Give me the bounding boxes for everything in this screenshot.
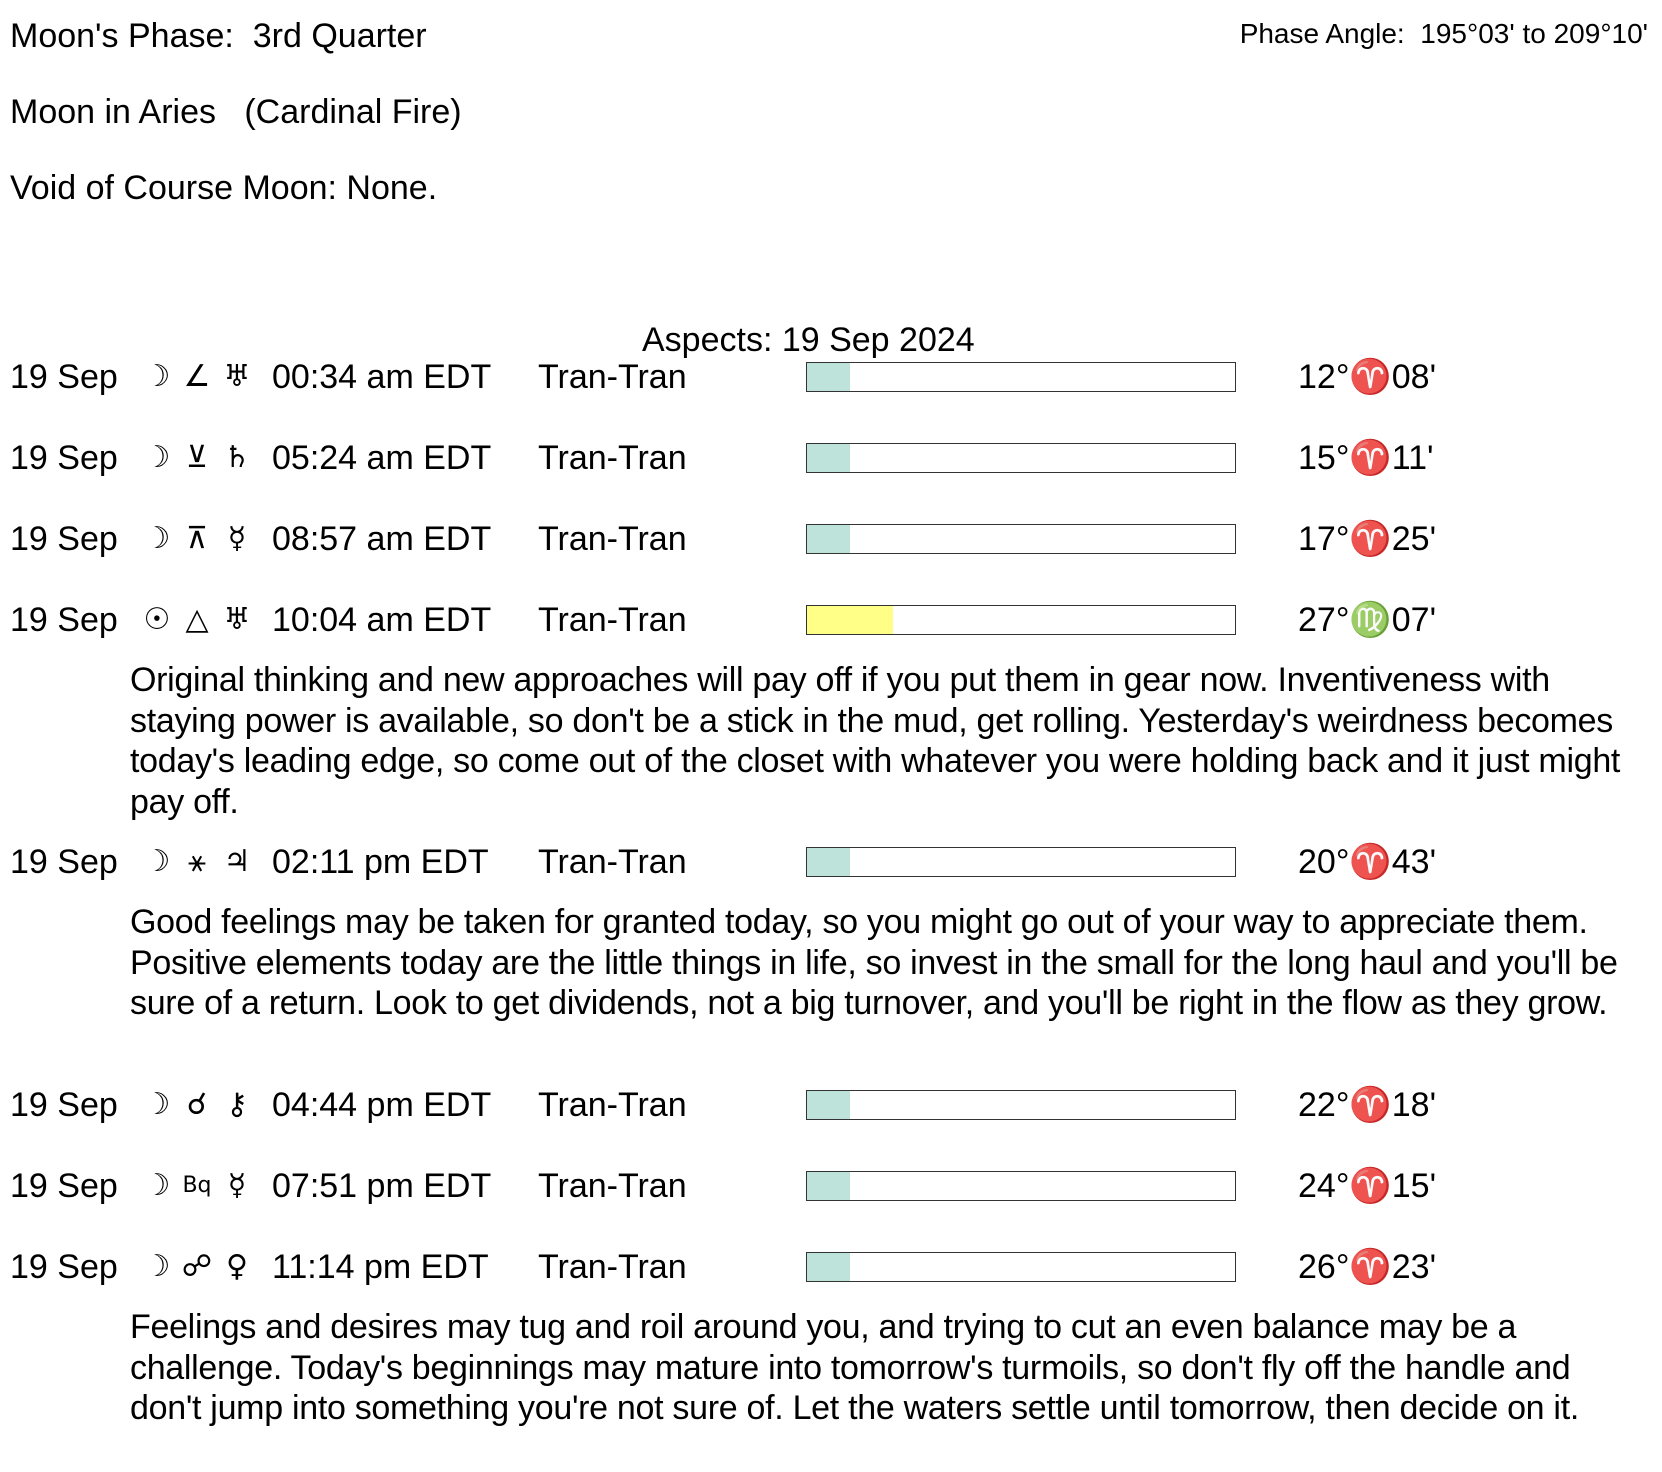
aspect-description: Feelings and desires may tug and roil around you, and trying to cut an even balance may be a challenge. Today's beginnings may mature into tomorrow's turmoils, so don't fly off the handle and don't jump into something you're not sure of. Let the waters settle until tomorrow, then decide on it. [130,1308,1579,1427]
aspect-type: Tran-Tran [538,1167,687,1205]
aspect-date: 19 Sep [10,1248,118,1286]
strength-bar [806,443,1236,473]
aspect-row [0,355,1662,399]
moon-icon: ☽ [143,521,171,556]
moon-icon: ☽ [143,1087,171,1122]
uranus-icon: ♅ [223,359,251,394]
aspect-row [0,840,1662,884]
moon-sign-quality: (Cardinal Fire) [244,93,462,131]
aspect-position: 22°♈18' [1298,1086,1437,1124]
strength-bar-fill [807,525,850,553]
aspect-type: Tran-Tran [538,358,687,396]
aspect-date: 19 Sep [10,1167,118,1205]
strength-bar-fill [807,606,893,634]
aspect-type: Tran-Tran [538,520,687,558]
moon-sign-value: Moon in Aries [10,93,216,131]
strength-bar-fill [807,444,850,472]
uranus-icon: ♅ [223,602,251,637]
strength-bar [806,362,1236,392]
aspect-position: 17°♈25' [1298,520,1437,558]
aspect-description: Original thinking and new approaches will pay off if you put them in gear now. Inventiveness with staying power is available, so don't be a stick in the mud, get rolling. Yesterday's weirdness becomes today's leading edge, so come out of the closet with whatever you were holding back and it just might pay off. [130,661,1621,821]
semisextile-icon: ⊻ [186,440,208,475]
biquintile-icon: Bq [182,1173,212,1198]
aspect-date: 19 Sep [10,843,118,881]
strength-bar-fill [807,1091,850,1119]
strength-bar-fill [807,1172,850,1200]
aspect-row [0,1245,1662,1289]
strength-bar [806,524,1236,554]
strength-bar [806,1090,1236,1120]
phase-angle-value: 195°03' to 209°10' [1420,18,1648,49]
semisquare-icon: ∠ [183,359,211,394]
aspect-date: 19 Sep [10,358,118,396]
mercury-icon: ☿ [227,1168,247,1203]
aspect-type: Tran-Tran [538,1086,687,1124]
moon-icon: ☽ [143,1249,171,1284]
chiron-icon: ⚷ [226,1087,248,1122]
aspect-description: Good feelings may be taken for granted today, so you might go out of your way to appreciate them. Positive elements today are the little things in life, so invest in the small for the long haul and you'll be sure of a return. Look to get dividends, not a big turnover, and you'll be right in the flow as they grow. [130,903,1618,1022]
strength-bar [806,847,1236,877]
strength-bar [806,605,1236,635]
moon-icon: ☽ [143,359,171,394]
aspect-time: 11:14 pm EDT [272,1248,489,1286]
aspect-time: 04:44 pm EDT [272,1086,492,1124]
aspect-row [0,1083,1662,1127]
aspect-position: 12°♈08' [1298,358,1437,396]
mercury-icon: ☿ [227,521,247,556]
aspects-title: Aspects: 19 Sep 2024 [642,321,975,359]
moon-phase-label: Moon's Phase: [10,17,234,55]
strength-bar-fill [807,848,850,876]
aspect-row [0,517,1662,561]
strength-bar-fill [807,363,850,391]
aspect-position: 20°♈43' [1298,843,1437,881]
aspect-position: 26°♈23' [1298,1248,1437,1286]
aspect-row [0,436,1662,480]
moon-icon: ☽ [143,1168,171,1203]
saturn-icon: ♄ [223,440,251,475]
aspect-date: 19 Sep [10,520,118,558]
strength-bar [806,1252,1236,1282]
conjunction-icon: ☌ [186,1087,208,1122]
moon-phase [10,16,427,56]
opposition-icon: ☍ [181,1249,213,1284]
moon-sign [10,92,462,132]
strength-bar [806,1171,1236,1201]
phase-angle [1240,16,1648,52]
aspect-date: 19 Sep [10,1086,118,1124]
aspect-date: 19 Sep [10,601,118,639]
aspect-time: 10:04 am EDT [272,601,492,639]
jupiter-icon: ♃ [223,844,251,879]
phase-angle-label: Phase Angle: [1239,18,1405,49]
void-of-course: Void of Course Moon: None. [10,169,438,207]
aspect-row [0,1164,1662,1208]
aspect-time: 00:34 am EDT [272,358,492,396]
aspect-row [0,598,1662,642]
aspect-date: 19 Sep [10,439,118,477]
aspect-type: Tran-Tran [538,601,687,639]
aspect-position: 15°♈11' [1298,439,1434,477]
moon-phase-value: 3rd Quarter [252,17,427,55]
moon-icon: ☽ [143,440,171,475]
aspect-position: 24°♈15' [1298,1167,1437,1205]
moon-icon: ☽ [143,844,171,879]
aspect-time: 08:57 am EDT [272,520,492,558]
venus-icon: ♀ [226,1249,248,1284]
strength-bar-fill [807,1253,850,1281]
aspect-type: Tran-Tran [538,439,687,477]
aspect-time: 02:11 pm EDT [272,843,489,881]
aspect-time: 05:24 am EDT [272,439,492,477]
sextile-icon: ⚹ [188,844,206,879]
quincunx-icon: ⊼ [186,521,208,556]
aspect-type: Tran-Tran [538,843,687,881]
aspect-type: Tran-Tran [538,1248,687,1286]
aspect-time: 07:51 pm EDT [272,1167,492,1205]
trine-icon: △ [185,602,209,637]
aspect-position: 27°♍07' [1298,601,1437,639]
sun-icon: ☉ [143,602,171,637]
